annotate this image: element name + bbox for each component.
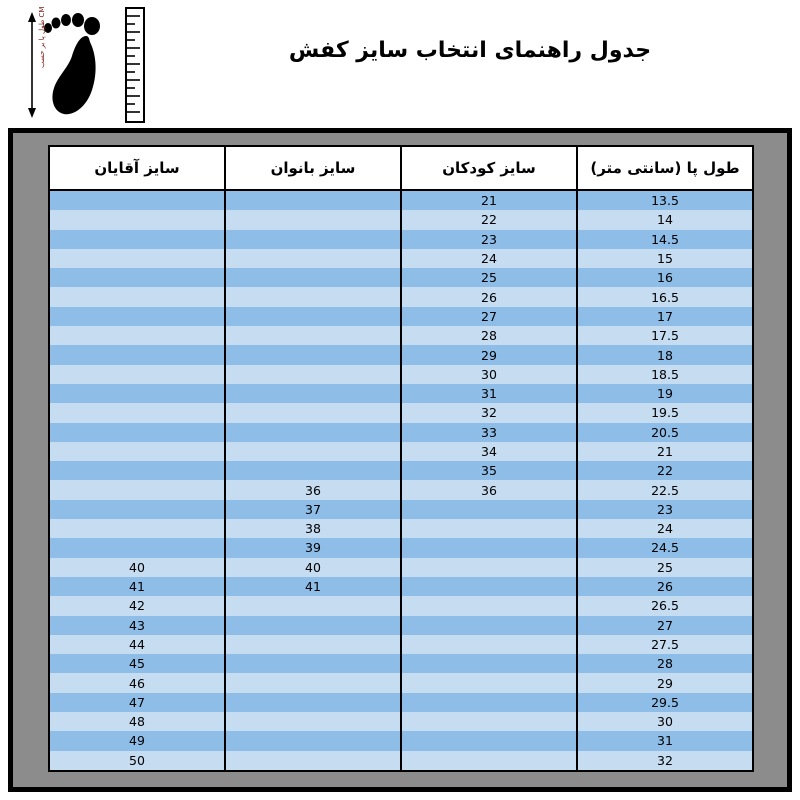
cell-women <box>225 268 401 287</box>
table-row <box>49 365 753 384</box>
table-header-row <box>49 146 753 190</box>
table-row <box>49 403 753 422</box>
cell-kids <box>401 500 577 519</box>
table-row <box>49 673 753 692</box>
cell-women: 41 <box>225 577 401 596</box>
cell-foot-length: 22 <box>577 461 753 480</box>
cell-foot-length: 24 <box>577 519 753 538</box>
cell-foot-length: 27.5 <box>577 635 753 654</box>
cell-women <box>225 751 401 771</box>
cell-women <box>225 307 401 326</box>
cell-kids <box>401 693 577 712</box>
cell-foot-length: 18 <box>577 345 753 364</box>
cell-women <box>225 326 401 345</box>
table-row <box>49 230 753 249</box>
cell-men <box>49 230 225 249</box>
cell-kids: 32 <box>401 403 577 422</box>
table-row <box>49 731 753 750</box>
cell-foot-length: 23 <box>577 500 753 519</box>
cell-women: 40 <box>225 558 401 577</box>
table-row <box>49 287 753 306</box>
cell-kids: 35 <box>401 461 577 480</box>
cell-men <box>49 403 225 422</box>
cell-men <box>49 326 225 345</box>
header <box>0 0 800 128</box>
table-row <box>49 249 753 268</box>
cell-men <box>49 365 225 384</box>
cell-kids <box>401 596 577 615</box>
cell-kids <box>401 519 577 538</box>
table-frame <box>8 128 792 792</box>
page-title: جدول راهنمای انتخاب سایز کفش <box>288 38 652 63</box>
table-row <box>49 712 753 731</box>
cell-kids <box>401 654 577 673</box>
cell-women <box>225 365 401 384</box>
cell-men <box>49 500 225 519</box>
cell-foot-length: 29.5 <box>577 693 753 712</box>
cell-kids <box>401 731 577 750</box>
cell-kids: 30 <box>401 365 577 384</box>
cell-women <box>225 693 401 712</box>
cell-men: 49 <box>49 731 225 750</box>
cell-foot-length: 16 <box>577 268 753 287</box>
cell-women <box>225 403 401 422</box>
cell-foot-length: 32 <box>577 751 753 771</box>
cell-kids <box>401 673 577 692</box>
cell-women: 37 <box>225 500 401 519</box>
table-container <box>48 145 754 783</box>
cell-women <box>225 712 401 731</box>
cell-foot-length: 16.5 <box>577 287 753 306</box>
cell-kids: 24 <box>401 249 577 268</box>
table-row <box>49 190 753 210</box>
column-header-men: سایز آقایان <box>49 146 225 190</box>
cell-foot-length: 25 <box>577 558 753 577</box>
cell-men: 50 <box>49 751 225 771</box>
cell-kids <box>401 751 577 771</box>
cell-women <box>225 596 401 615</box>
foot-ruler-logo <box>18 6 146 124</box>
cell-women <box>225 345 401 364</box>
cell-foot-length: 18.5 <box>577 365 753 384</box>
table-row <box>49 693 753 712</box>
table-row <box>49 442 753 461</box>
column-header-kids: سایز کودکان <box>401 146 577 190</box>
cell-women <box>225 673 401 692</box>
cell-kids: 27 <box>401 307 577 326</box>
cell-foot-length: 13.5 <box>577 190 753 210</box>
cell-women <box>225 423 401 442</box>
cell-men <box>49 442 225 461</box>
cell-kids: 31 <box>401 384 577 403</box>
cell-kids <box>401 577 577 596</box>
cell-foot-length: 17 <box>577 307 753 326</box>
cell-kids <box>401 616 577 635</box>
cell-women <box>225 210 401 229</box>
cell-kids: 22 <box>401 210 577 229</box>
cell-men: 43 <box>49 616 225 635</box>
table-row <box>49 500 753 519</box>
cell-foot-length: 28 <box>577 654 753 673</box>
cell-women <box>225 287 401 306</box>
cell-foot-length: 14.5 <box>577 230 753 249</box>
cell-foot-length: 26 <box>577 577 753 596</box>
table-row <box>49 596 753 615</box>
cell-kids: 28 <box>401 326 577 345</box>
table-row <box>49 519 753 538</box>
cell-foot-length: 21 <box>577 442 753 461</box>
cell-kids <box>401 635 577 654</box>
cell-foot-length: 27 <box>577 616 753 635</box>
cell-kids: 25 <box>401 268 577 287</box>
column-header-women: سایز بانوان <box>225 146 401 190</box>
cell-women <box>225 654 401 673</box>
cell-men: 46 <box>49 673 225 692</box>
table-row <box>49 210 753 229</box>
cell-men <box>49 384 225 403</box>
cell-kids: 21 <box>401 190 577 210</box>
cell-women <box>225 384 401 403</box>
table-row <box>49 558 753 577</box>
cell-foot-length: 24.5 <box>577 538 753 557</box>
cell-foot-length: 19 <box>577 384 753 403</box>
cell-men <box>49 287 225 306</box>
shoe-size-table <box>48 145 754 772</box>
cell-men <box>49 480 225 499</box>
table-row <box>49 423 753 442</box>
cell-kids: 36 <box>401 480 577 499</box>
cell-foot-length: 14 <box>577 210 753 229</box>
cell-kids <box>401 558 577 577</box>
cell-women <box>225 731 401 750</box>
table-row <box>49 635 753 654</box>
cell-men <box>49 538 225 557</box>
table-row <box>49 480 753 499</box>
table-row <box>49 538 753 557</box>
cell-men: 41 <box>49 577 225 596</box>
cell-women: 36 <box>225 480 401 499</box>
table-row <box>49 345 753 364</box>
cell-foot-length: 22.5 <box>577 480 753 499</box>
column-header-foot-length: طول پا (سانتی متر) <box>577 146 753 190</box>
logo-caption: طول پا بر حسب CM <box>38 6 46 68</box>
cell-foot-length: 17.5 <box>577 326 753 345</box>
cell-foot-length: 15 <box>577 249 753 268</box>
cell-men: 40 <box>49 558 225 577</box>
table-row <box>49 384 753 403</box>
cell-kids: 34 <box>401 442 577 461</box>
table-body <box>49 190 753 771</box>
cell-men <box>49 345 225 364</box>
cell-women <box>225 616 401 635</box>
cell-kids: 33 <box>401 423 577 442</box>
cell-foot-length: 26.5 <box>577 596 753 615</box>
cell-men: 44 <box>49 635 225 654</box>
table-row <box>49 326 753 345</box>
cell-women: 39 <box>225 538 401 557</box>
cell-women <box>225 461 401 480</box>
table-row <box>49 654 753 673</box>
cell-women <box>225 230 401 249</box>
cell-foot-length: 19.5 <box>577 403 753 422</box>
cell-foot-length: 20.5 <box>577 423 753 442</box>
cell-men: 47 <box>49 693 225 712</box>
cell-foot-length: 29 <box>577 673 753 692</box>
table-row <box>49 307 753 326</box>
cell-women <box>225 442 401 461</box>
cell-kids <box>401 538 577 557</box>
cell-men <box>49 423 225 442</box>
cell-men: 48 <box>49 712 225 731</box>
cell-men <box>49 268 225 287</box>
cell-men: 42 <box>49 596 225 615</box>
cell-men <box>49 249 225 268</box>
cell-women: 38 <box>225 519 401 538</box>
cell-men <box>49 190 225 210</box>
cell-men <box>49 461 225 480</box>
cell-kids: 26 <box>401 287 577 306</box>
table-row <box>49 461 753 480</box>
table-row <box>49 751 753 771</box>
table-row <box>49 268 753 287</box>
cell-foot-length: 31 <box>577 731 753 750</box>
cell-kids: 23 <box>401 230 577 249</box>
cell-men <box>49 210 225 229</box>
cell-foot-length: 30 <box>577 712 753 731</box>
cell-men: 45 <box>49 654 225 673</box>
cell-women <box>225 249 401 268</box>
cell-men <box>49 307 225 326</box>
cell-men <box>49 519 225 538</box>
cell-women <box>225 190 401 210</box>
cell-women <box>225 635 401 654</box>
table-head <box>49 146 753 190</box>
table-row <box>49 616 753 635</box>
cell-kids <box>401 712 577 731</box>
cell-kids: 29 <box>401 345 577 364</box>
table-row <box>49 577 753 596</box>
